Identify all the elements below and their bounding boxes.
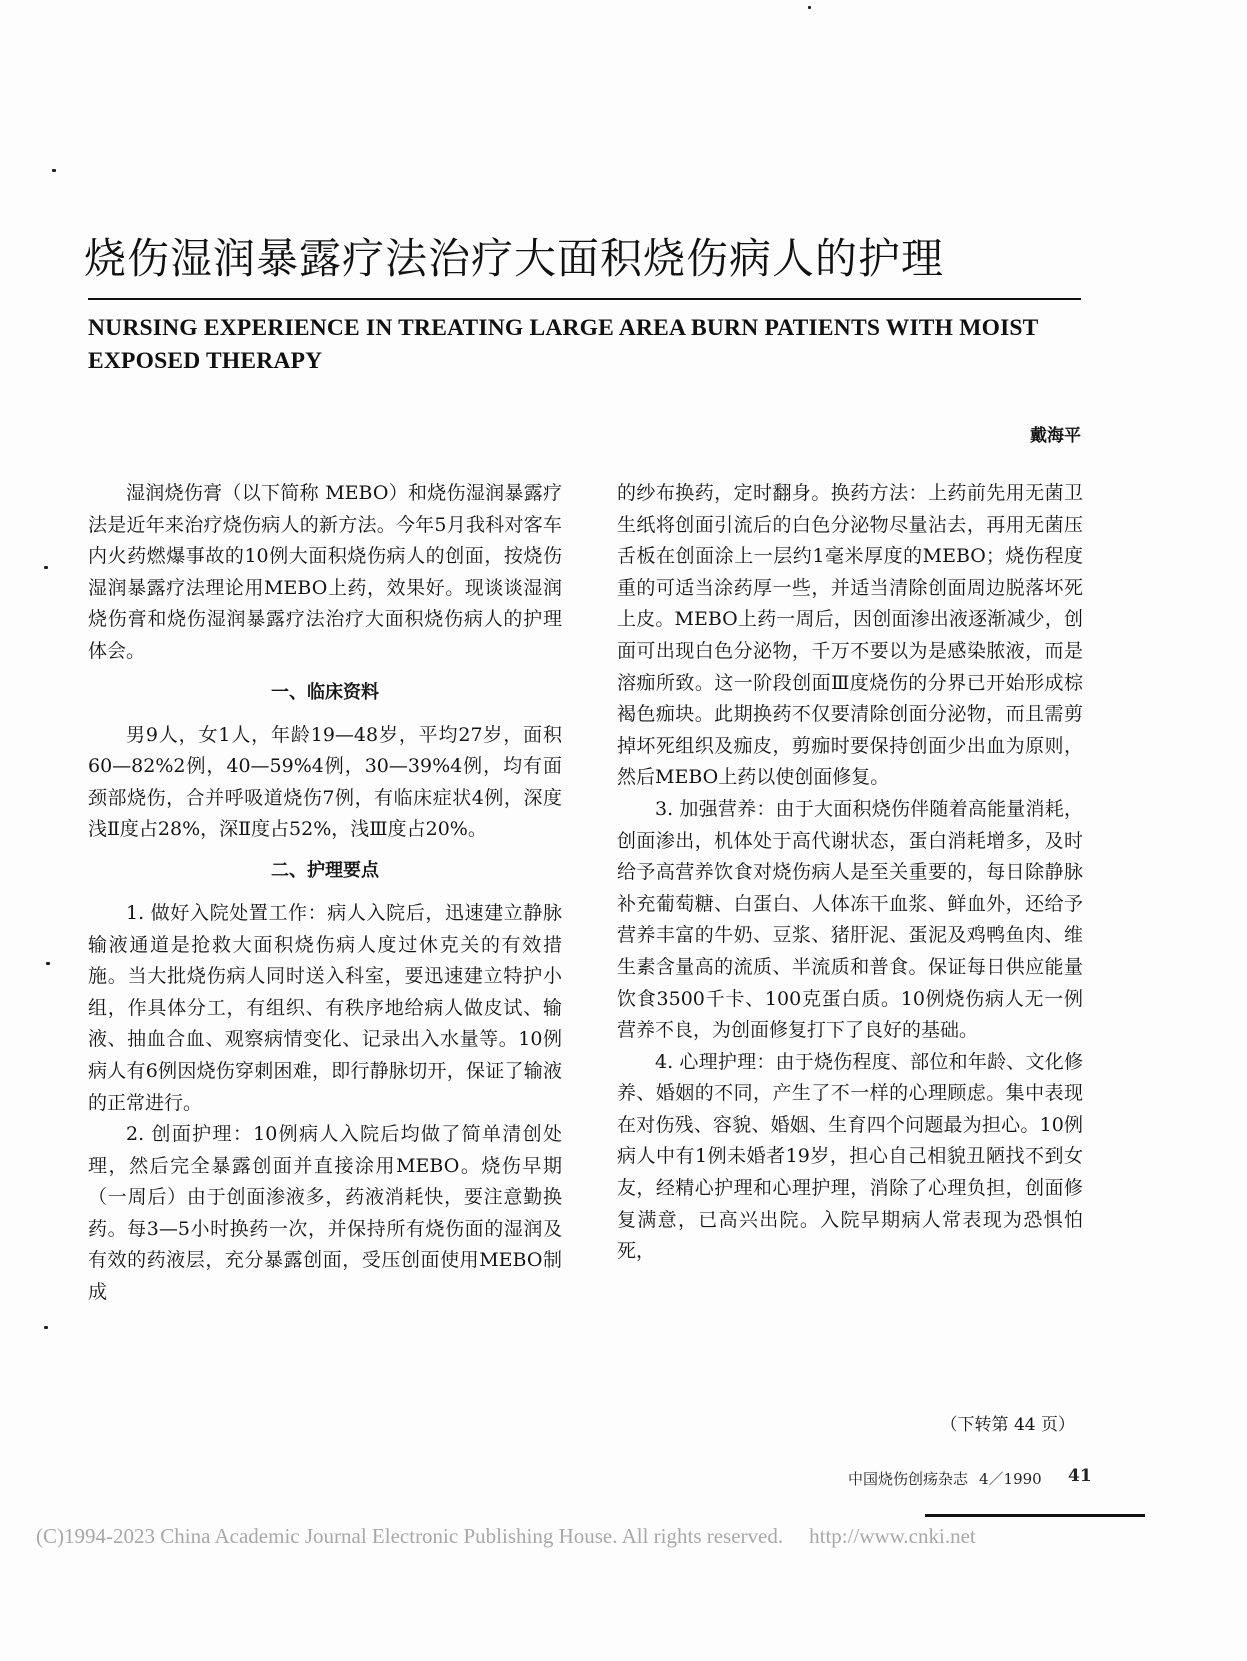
footer-rule (925, 1514, 1145, 1517)
issue-number: 4／1990 (979, 1470, 1042, 1488)
point-nutrition-paragraph: 3. 加强营养：由于大面积烧伤伴随着高能量消耗，创面渗出，机体处于高代谢状态，蛋白消耗增多，及时给予高营养饮食对烧伤病人是至关重要的，每日除静脉补充葡萄糖、白蛋白、人体冻干血浆、鲜血外，还给予营养丰富的牛奶、豆浆、猪肝泥、蛋泥及鸡鸭鱼肉、维生素含量高的流质、半流质和普食。保证每日供应能量饮食3500千卡、100克蛋白质。10例烧伤病人无一例营养不良，为创面修复打下了良好的基础。 (617, 797, 1083, 1042)
section-heading-nursing-points: 二、护理要点 (271, 859, 379, 881)
scan-speck (44, 566, 48, 569)
copyright-watermark (36, 1524, 976, 1549)
page-number: 41 (1068, 1466, 1092, 1486)
title-divider (88, 298, 1081, 300)
scan-speck (44, 1326, 48, 1329)
scan-speck (46, 962, 50, 965)
scan-speck (52, 169, 56, 172)
continued-note: （下转第 44 页） (940, 1415, 1075, 1435)
article-title-english: NURSING EXPERIENCE IN TREATING LARGE AREA BURN PATIENTS WITH MOIST EXPOSED THERAPY (88, 315, 1039, 374)
point-psychological-paragraph: 4. 心理护理：由于烧伤程度、部位和年龄、文化修养、婚姻的不同，产生了不一样的心理顾虑。集中表现在对伤残、容貌、婚姻、生育四个问题最为担心。10例病人中有1例未婚者19岁，担心自己相貌丑陋找不到女友，经精心护理和心理护理，消除了心理负担，创面修复满意，已高兴出院。入院早期病人常表现为恐惧怕死， (617, 1050, 1083, 1263)
intro-paragraph: 湿润烧伤膏（以下简称 MEBO）和烧伤湿润暴露疗法是近年来治疗烧伤病人的新方法。今年5月我科对客车内火药燃爆事故的10例大面积烧伤病人的创面，按烧伤湿润暴露疗法理论用MEBO上药，效果好。现谈谈湿润烧伤膏和烧伤湿润暴露疗法治疗大面积烧伤病人的护理体会。 (88, 482, 562, 662)
wound-care-continued-paragraph: 的纱布换药，定时翻身。换药方法：上药前先用无菌卫生纸将创面引流后的白色分泌物尽量沾去，再用无菌压舌板在创面涂上一层约1毫米厚度的MEBO；烧伤程度重的可适当涂药厚一些，并适当清除创面周边脱落坏死上皮。MEBO上药一周后，因创面渗出液逐渐减少，创面可出现白色分泌物，千万不要以为是感染脓液，而是溶痂所致。这一阶段创面Ⅲ度烧伤的分界已开始形成棕褐色痂块。此期换药不仅要清除创面分泌物，而且需剪掉坏死组织及痂皮，剪痂时要保持创面少出血为原则，然后MEBO上药以使创面修复。 (617, 482, 1083, 789)
copyright-url: http://www.cnki.net (809, 1524, 976, 1548)
point-wound-care-paragraph: 2. 创面护理：10例病人入院后均做了简单清创处理，然后完全暴露创面并直接涂用MEBO。烧伤早期（一周后）由于创面渗液多，药液消耗快，要注意勤换药。每3—5小时换药一次，并保持所有烧伤面的湿润及有效的药液层，充分暴露创面，受压创面使用MEBO制成 (88, 1123, 562, 1304)
right-column (617, 478, 1083, 1268)
left-column (88, 478, 562, 1309)
clinical-data-paragraph: 男9人，女1人，年龄19—48岁，平均27岁，面积60—82%2例，40—59%4例，30—39%4例，均有面颈部烧伤，合并呼吸道烧伤7例，有临床症状4例，深度浅Ⅱ度占28%，深Ⅱ度占52%，浅Ⅲ度占20%。 (88, 723, 562, 841)
article-title-chinese: 烧伤湿润暴露疗法治疗大面积烧伤病人的护理 (84, 234, 945, 283)
section-heading-clinical-data: 一、临床资料 (271, 681, 379, 703)
point-admission-paragraph: 1. 做好入院处置工作：病人入院后，迅速建立静脉输液通道是抢救大面积烧伤病人度过休克关的有效措施。当大批烧伤病人同时送入科室，要迅速建立特护小组，作具体分工，有组织、有秩序地给病人做皮试、输液、抽血合血、观察病情变化、记录出入水量等。10例病人有6例因烧伤穿刺困难，即行静脉切开，保证了输液的正常进行。 (88, 901, 562, 1114)
scan-speck (808, 6, 811, 9)
copyright-text: (C)1994-2023 China Academic Journal Electronic Publishing House. All rights reserved. (36, 1524, 784, 1548)
author-name: 戴海平 (1030, 426, 1081, 446)
journal-name: 中国烧伤创疡杂志 (848, 1470, 969, 1488)
